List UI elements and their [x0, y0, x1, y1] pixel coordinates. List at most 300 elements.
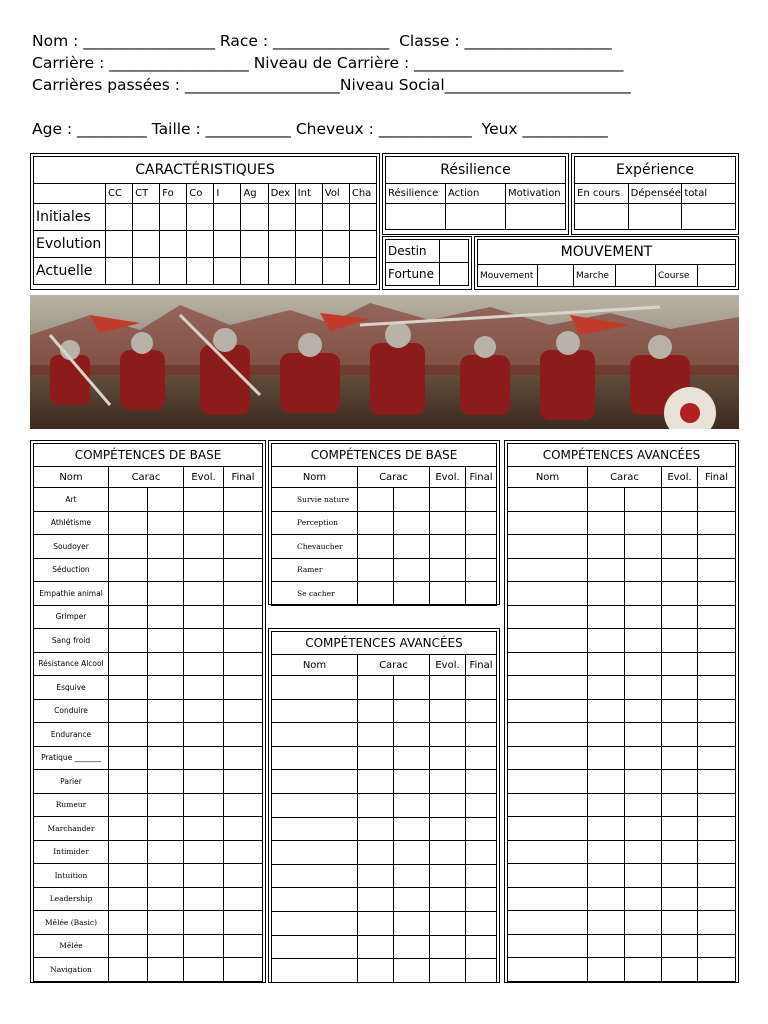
- char-cell[interactable]: [187, 258, 214, 285]
- skill-value-cell[interactable]: [430, 841, 466, 865]
- skill-value-cell[interactable]: [358, 864, 394, 888]
- skill-value-cell[interactable]: [224, 887, 263, 911]
- skill-value-cell[interactable]: [224, 746, 263, 770]
- skill-value-cell[interactable]: [466, 864, 497, 888]
- char-cell[interactable]: [295, 258, 322, 285]
- fortune-label: Fortune: [386, 263, 440, 286]
- skill-value-cell[interactable]: [625, 535, 662, 559]
- char-cell[interactable]: [295, 231, 322, 258]
- skill-value-cell[interactable]: [148, 746, 184, 770]
- skill-value-cell[interactable]: [466, 582, 497, 606]
- skill-value-cell[interactable]: [394, 511, 430, 535]
- skill-value-cell[interactable]: [394, 746, 430, 770]
- skill-value-cell[interactable]: [625, 817, 662, 841]
- skill-value-cell[interactable]: [224, 511, 263, 535]
- skill-value-cell[interactable]: [184, 558, 224, 582]
- fortune-cell[interactable]: [440, 263, 469, 286]
- skill-value-cell[interactable]: [224, 958, 263, 982]
- skill-value-cell[interactable]: [662, 817, 698, 841]
- skill-value-cell[interactable]: [184, 699, 224, 723]
- run-col: Course: [656, 265, 698, 287]
- skill-row: [508, 817, 736, 841]
- skill-value-cell[interactable]: [662, 535, 698, 559]
- skill-value-cell[interactable]: [358, 582, 394, 606]
- skill-value-cell[interactable]: [224, 770, 263, 794]
- skill-value-cell[interactable]: [430, 864, 466, 888]
- skill-value-cell[interactable]: [148, 887, 184, 911]
- skill-value-cell[interactable]: [224, 535, 263, 559]
- char-col: Co: [187, 184, 214, 204]
- skill-value-cell[interactable]: [394, 699, 430, 723]
- skill-value-cell[interactable]: [184, 770, 224, 794]
- skill-value-cell[interactable]: [588, 864, 625, 888]
- skill-value-cell[interactable]: [662, 582, 698, 606]
- skill-value-cell[interactable]: [662, 629, 698, 653]
- skill-value-cell[interactable]: [430, 888, 466, 912]
- skill-value-cell[interactable]: [358, 935, 394, 959]
- skill-value-cell[interactable]: [430, 793, 466, 817]
- skill-value-cell[interactable]: [588, 558, 625, 582]
- skill-value-cell[interactable]: [394, 535, 430, 559]
- skill-row: [508, 652, 736, 676]
- skill-value-cell[interactable]: [184, 676, 224, 700]
- skill-value-cell[interactable]: [625, 934, 662, 958]
- skill-value-cell[interactable]: [625, 958, 662, 982]
- resilience-col: Résilience: [386, 184, 446, 204]
- skill-value-cell[interactable]: [698, 793, 736, 817]
- skill-value-cell[interactable]: [109, 488, 148, 512]
- skill-value-cell[interactable]: [466, 558, 497, 582]
- char-cell[interactable]: [241, 258, 268, 285]
- skill-value-cell[interactable]: [184, 723, 224, 747]
- skill-value-cell[interactable]: [224, 582, 263, 606]
- skill-value-cell[interactable]: [625, 582, 662, 606]
- skill-value-cell[interactable]: [184, 746, 224, 770]
- skill-value-cell[interactable]: [394, 676, 430, 700]
- skill-value-cell[interactable]: [625, 793, 662, 817]
- skill-value-cell[interactable]: [358, 723, 394, 747]
- skill-value-cell[interactable]: [430, 959, 466, 983]
- skill-value-cell[interactable]: [466, 535, 497, 559]
- skill-row: [272, 864, 497, 888]
- skill-value-cell[interactable]: [698, 605, 736, 629]
- skill-value-cell[interactable]: [109, 746, 148, 770]
- xp-total-cell[interactable]: [682, 204, 736, 230]
- skill-value-cell[interactable]: [148, 770, 184, 794]
- skill-value-cell[interactable]: [698, 840, 736, 864]
- skill-value-cell[interactable]: [224, 911, 263, 935]
- skill-value-cell[interactable]: [430, 935, 466, 959]
- skill-value-cell[interactable]: [662, 793, 698, 817]
- skill-value-cell[interactable]: [588, 840, 625, 864]
- skill-value-cell[interactable]: [662, 864, 698, 888]
- skill-value-cell[interactable]: [430, 746, 466, 770]
- skill-value-cell[interactable]: [698, 934, 736, 958]
- skill-value-cell[interactable]: [698, 770, 736, 794]
- skill-value-cell[interactable]: [184, 511, 224, 535]
- skill-value-cell[interactable]: [109, 770, 148, 794]
- skill-value-cell[interactable]: [109, 699, 148, 723]
- skill-value-cell[interactable]: [358, 676, 394, 700]
- skill-name: Navigation: [34, 958, 109, 982]
- skill-value-cell[interactable]: [698, 629, 736, 653]
- xp-spent-cell[interactable]: [628, 204, 682, 230]
- skill-value-cell[interactable]: [698, 582, 736, 606]
- char-cell[interactable]: [214, 204, 241, 231]
- char-cell[interactable]: [106, 258, 133, 285]
- char-cell[interactable]: [106, 204, 133, 231]
- skill-value-cell[interactable]: [394, 770, 430, 794]
- skill-value-cell[interactable]: [588, 582, 625, 606]
- skill-value-cell[interactable]: [109, 840, 148, 864]
- skill-row: [508, 605, 736, 629]
- skill-value-cell[interactable]: [358, 535, 394, 559]
- skill-value-cell[interactable]: [466, 770, 497, 794]
- skill-value-cell[interactable]: [358, 817, 394, 841]
- skill-value-cell[interactable]: [109, 676, 148, 700]
- char-cell[interactable]: [106, 231, 133, 258]
- skill-value-cell[interactable]: [588, 887, 625, 911]
- skill-value-cell[interactable]: [466, 935, 497, 959]
- char-cell[interactable]: [214, 258, 241, 285]
- skill-value-cell[interactable]: [358, 746, 394, 770]
- char-cell[interactable]: [160, 258, 187, 285]
- skill-value-cell[interactable]: [662, 911, 698, 935]
- skill-value-cell[interactable]: [148, 958, 184, 982]
- skill-value-cell[interactable]: [430, 582, 466, 606]
- skill-value-cell[interactable]: [466, 817, 497, 841]
- skill-value-cell[interactable]: [466, 793, 497, 817]
- destin-cell[interactable]: [440, 240, 469, 263]
- skill-value-cell[interactable]: [588, 911, 625, 935]
- skill-value-cell[interactable]: [588, 723, 625, 747]
- skill-value-cell[interactable]: [109, 934, 148, 958]
- skill-value-cell[interactable]: [466, 911, 497, 935]
- skill-value-cell[interactable]: [698, 699, 736, 723]
- skill-value-cell[interactable]: [662, 558, 698, 582]
- skill-value-cell[interactable]: [148, 793, 184, 817]
- skill-value-cell[interactable]: [109, 958, 148, 982]
- skill-value-cell[interactable]: [588, 511, 625, 535]
- skill-value-cell[interactable]: [394, 935, 430, 959]
- skill-value-cell[interactable]: [625, 840, 662, 864]
- skill-value-cell[interactable]: [698, 958, 736, 982]
- char-cell[interactable]: [322, 231, 349, 258]
- skill-value-cell[interactable]: [109, 864, 148, 888]
- skill-value-cell[interactable]: [588, 817, 625, 841]
- skill-value-cell[interactable]: [394, 723, 430, 747]
- skill-value-cell[interactable]: [224, 817, 263, 841]
- skill-value-cell[interactable]: [698, 746, 736, 770]
- skill-value-cell[interactable]: [625, 887, 662, 911]
- skill-value-cell[interactable]: [148, 817, 184, 841]
- skill-value-cell[interactable]: [109, 723, 148, 747]
- char-col: CT: [133, 184, 160, 204]
- advanced-skills-right-title: COMPÉTENCES AVANCÉES: [508, 444, 736, 467]
- skill-value-cell[interactable]: [184, 840, 224, 864]
- skill-value-cell[interactable]: [698, 558, 736, 582]
- skill-value-cell[interactable]: [148, 582, 184, 606]
- skill-value-cell[interactable]: [358, 911, 394, 935]
- col-evol: Evol.: [430, 655, 466, 676]
- skill-value-cell[interactable]: [588, 676, 625, 700]
- skill-value-cell[interactable]: [698, 864, 736, 888]
- skill-value-cell[interactable]: [148, 629, 184, 653]
- skill-value-cell[interactable]: [394, 841, 430, 865]
- skill-value-cell[interactable]: [698, 535, 736, 559]
- skill-value-cell[interactable]: [109, 582, 148, 606]
- char-cell[interactable]: [133, 231, 160, 258]
- skill-value-cell[interactable]: [588, 488, 625, 512]
- skill-value-cell[interactable]: [184, 488, 224, 512]
- skill-value-cell[interactable]: [184, 605, 224, 629]
- skill-value-cell[interactable]: [224, 605, 263, 629]
- walk-cell[interactable]: [616, 265, 656, 287]
- skill-value-cell[interactable]: [224, 840, 263, 864]
- skill-value-cell[interactable]: [224, 676, 263, 700]
- char-cell[interactable]: [349, 231, 376, 258]
- skill-value-cell[interactable]: [224, 629, 263, 653]
- char-cell[interactable]: [322, 204, 349, 231]
- skill-name: Endurance: [34, 723, 109, 747]
- skill-value-cell[interactable]: [109, 652, 148, 676]
- skill-value-cell[interactable]: [358, 841, 394, 865]
- skill-value-cell[interactable]: [466, 488, 497, 512]
- skill-value-cell[interactable]: [662, 934, 698, 958]
- skill-value-cell[interactable]: [148, 911, 184, 935]
- skill-value-cell[interactable]: [625, 864, 662, 888]
- skill-value-cell[interactable]: [466, 888, 497, 912]
- xp-current-cell[interactable]: [575, 204, 629, 230]
- skill-value-cell[interactable]: [394, 911, 430, 935]
- char-cell[interactable]: [187, 231, 214, 258]
- char-cell[interactable]: [160, 204, 187, 231]
- skill-value-cell[interactable]: [662, 605, 698, 629]
- skill-value-cell[interactable]: [109, 511, 148, 535]
- char-cell[interactable]: [133, 204, 160, 231]
- skill-value-cell[interactable]: [394, 959, 430, 983]
- skill-value-cell[interactable]: [588, 793, 625, 817]
- skill-value-cell[interactable]: [224, 934, 263, 958]
- col-evol: Evol.: [430, 467, 466, 488]
- char-cell[interactable]: [241, 204, 268, 231]
- skill-value-cell[interactable]: [662, 723, 698, 747]
- skill-value-cell[interactable]: [109, 629, 148, 653]
- skill-value-cell[interactable]: [109, 605, 148, 629]
- skill-value-cell[interactable]: [588, 934, 625, 958]
- skill-value-cell[interactable]: [430, 488, 466, 512]
- skill-value-cell[interactable]: [662, 840, 698, 864]
- skill-value-cell[interactable]: [184, 958, 224, 982]
- skill-value-cell[interactable]: [588, 746, 625, 770]
- char-cell[interactable]: [133, 258, 160, 285]
- skill-value-cell[interactable]: [662, 770, 698, 794]
- skill-value-cell[interactable]: [148, 511, 184, 535]
- skill-value-cell[interactable]: [184, 934, 224, 958]
- skill-value-cell[interactable]: [109, 558, 148, 582]
- skill-value-cell[interactable]: [358, 793, 394, 817]
- skill-value-cell[interactable]: [625, 699, 662, 723]
- motivation-cell[interactable]: [506, 204, 566, 230]
- skill-value-cell[interactable]: [698, 723, 736, 747]
- char-cell[interactable]: [295, 204, 322, 231]
- skill-value-cell[interactable]: [224, 699, 263, 723]
- skill-value-cell[interactable]: [109, 817, 148, 841]
- skill-value-cell[interactable]: [184, 652, 224, 676]
- skill-value-cell[interactable]: [430, 770, 466, 794]
- skill-value-cell[interactable]: [466, 511, 497, 535]
- skill-value-cell[interactable]: [394, 864, 430, 888]
- char-cell[interactable]: [241, 231, 268, 258]
- run-cell[interactable]: [698, 265, 736, 287]
- skill-value-cell[interactable]: [184, 629, 224, 653]
- skill-value-cell[interactable]: [625, 676, 662, 700]
- skill-value-cell[interactable]: [588, 958, 625, 982]
- skill-value-cell[interactable]: [224, 652, 263, 676]
- skill-value-cell[interactable]: [466, 959, 497, 983]
- skill-value-cell[interactable]: [588, 605, 625, 629]
- skill-value-cell[interactable]: [588, 770, 625, 794]
- skill-value-cell[interactable]: [358, 888, 394, 912]
- skill-value-cell[interactable]: [224, 723, 263, 747]
- skill-row: [508, 511, 736, 535]
- skill-value-cell[interactable]: [394, 582, 430, 606]
- resilience-cell[interactable]: [386, 204, 446, 230]
- skill-value-cell[interactable]: [184, 817, 224, 841]
- skill-value-cell[interactable]: [109, 793, 148, 817]
- skill-value-cell[interactable]: [466, 699, 497, 723]
- skill-value-cell[interactable]: [588, 629, 625, 653]
- skill-value-cell[interactable]: [662, 676, 698, 700]
- skill-value-cell[interactable]: [430, 817, 466, 841]
- skill-value-cell[interactable]: [430, 535, 466, 559]
- skill-value-cell[interactable]: [662, 746, 698, 770]
- char-cell[interactable]: [268, 231, 295, 258]
- char-cell[interactable]: [322, 258, 349, 285]
- skill-value-cell[interactable]: [625, 770, 662, 794]
- skill-value-cell[interactable]: [662, 699, 698, 723]
- skill-value-cell[interactable]: [698, 911, 736, 935]
- skill-value-cell[interactable]: [148, 864, 184, 888]
- skill-value-cell[interactable]: [148, 699, 184, 723]
- skill-value-cell[interactable]: [466, 676, 497, 700]
- skill-value-cell[interactable]: [148, 934, 184, 958]
- skill-value-cell[interactable]: [466, 746, 497, 770]
- skill-value-cell[interactable]: [148, 605, 184, 629]
- skill-value-cell[interactable]: [224, 558, 263, 582]
- skill-value-cell[interactable]: [698, 488, 736, 512]
- skill-value-cell[interactable]: [224, 864, 263, 888]
- skill-value-cell[interactable]: [625, 911, 662, 935]
- skill-value-cell[interactable]: [358, 488, 394, 512]
- skill-value-cell[interactable]: [148, 558, 184, 582]
- char-cell[interactable]: [160, 231, 187, 258]
- skill-value-cell[interactable]: [184, 582, 224, 606]
- skill-value-cell[interactable]: [698, 652, 736, 676]
- skill-value-cell[interactable]: [148, 676, 184, 700]
- skill-value-cell[interactable]: [184, 864, 224, 888]
- skill-value-cell[interactable]: [698, 676, 736, 700]
- skill-value-cell[interactable]: [588, 699, 625, 723]
- skill-value-cell[interactable]: [430, 699, 466, 723]
- skill-value-cell[interactable]: [430, 676, 466, 700]
- char-cell[interactable]: [187, 204, 214, 231]
- skill-value-cell[interactable]: [184, 887, 224, 911]
- skill-value-cell[interactable]: [662, 488, 698, 512]
- skill-value-cell[interactable]: [358, 558, 394, 582]
- skill-name: [272, 746, 358, 770]
- char-row-evolution: Evolution: [34, 231, 106, 258]
- skill-value-cell[interactable]: [662, 652, 698, 676]
- char-cell[interactable]: [268, 204, 295, 231]
- skill-value-cell[interactable]: [588, 535, 625, 559]
- skill-value-cell[interactable]: [184, 793, 224, 817]
- skill-value-cell[interactable]: [394, 817, 430, 841]
- skill-value-cell[interactable]: [394, 488, 430, 512]
- skill-value-cell[interactable]: [358, 959, 394, 983]
- skill-value-cell[interactable]: [430, 911, 466, 935]
- skill-value-cell[interactable]: [109, 911, 148, 935]
- char-cell[interactable]: [268, 258, 295, 285]
- skill-value-cell[interactable]: [358, 511, 394, 535]
- skill-value-cell[interactable]: [662, 511, 698, 535]
- skill-value-cell[interactable]: [625, 629, 662, 653]
- skill-value-cell[interactable]: [358, 699, 394, 723]
- skill-value-cell[interactable]: [148, 723, 184, 747]
- skill-name: [508, 558, 588, 582]
- skill-value-cell[interactable]: [588, 652, 625, 676]
- skill-value-cell[interactable]: [358, 770, 394, 794]
- skill-value-cell[interactable]: [224, 488, 263, 512]
- career-level-line: Carrière : __________________ Niveau de Carrière : ___________________________: [32, 54, 624, 72]
- skill-value-cell[interactable]: [625, 652, 662, 676]
- skill-value-cell[interactable]: [148, 488, 184, 512]
- skill-value-cell[interactable]: [394, 888, 430, 912]
- skill-value-cell[interactable]: [698, 511, 736, 535]
- char-cell[interactable]: [349, 204, 376, 231]
- skill-value-cell[interactable]: [625, 511, 662, 535]
- skill-value-cell[interactable]: [184, 535, 224, 559]
- skill-value-cell[interactable]: [394, 793, 430, 817]
- skill-value-cell[interactable]: [662, 887, 698, 911]
- skill-value-cell[interactable]: [148, 535, 184, 559]
- skill-value-cell[interactable]: [430, 723, 466, 747]
- skill-value-cell[interactable]: [148, 840, 184, 864]
- skill-value-cell[interactable]: [430, 558, 466, 582]
- skill-value-cell[interactable]: [662, 958, 698, 982]
- action-cell[interactable]: [446, 204, 506, 230]
- skill-value-cell[interactable]: [109, 535, 148, 559]
- skill-value-cell[interactable]: [698, 817, 736, 841]
- skill-value-cell[interactable]: [148, 652, 184, 676]
- skill-value-cell[interactable]: [625, 558, 662, 582]
- skill-value-cell[interactable]: [625, 488, 662, 512]
- skill-value-cell[interactable]: [466, 723, 497, 747]
- movement-cell[interactable]: [538, 265, 574, 287]
- skill-value-cell[interactable]: [698, 887, 736, 911]
- skill-value-cell[interactable]: [466, 841, 497, 865]
- char-cell[interactable]: [349, 258, 376, 285]
- skill-value-cell[interactable]: [625, 746, 662, 770]
- skill-value-cell[interactable]: [109, 887, 148, 911]
- skill-value-cell[interactable]: [394, 558, 430, 582]
- char-cell[interactable]: [214, 231, 241, 258]
- skill-value-cell[interactable]: [184, 911, 224, 935]
- skill-value-cell[interactable]: [625, 723, 662, 747]
- skill-value-cell[interactable]: [625, 605, 662, 629]
- skill-value-cell[interactable]: [430, 511, 466, 535]
- skill-value-cell[interactable]: [224, 793, 263, 817]
